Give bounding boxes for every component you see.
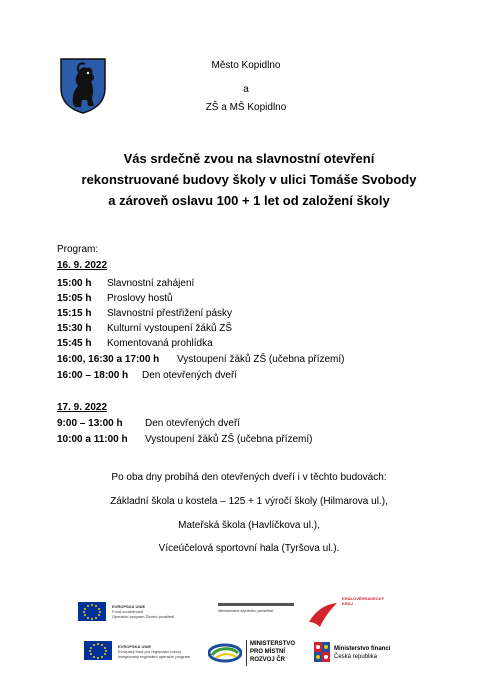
- program-item: [57, 418, 240, 430]
- logo-text: MINISTERSTVO: [250, 641, 296, 647]
- program-time: 9:00 – 13:00 h: [57, 418, 123, 429]
- program-item: [57, 278, 194, 290]
- title-line: a zároveň oslavu 100 + 1 let od založení školy: [108, 193, 390, 208]
- logo-text: KRÁLOVÉHRADECKÝ: [342, 596, 385, 601]
- program-date-day2: 17. 9. 2022: [57, 402, 108, 413]
- city-name: Město Kopidlno: [211, 60, 281, 71]
- program-desc: Slavnostní přestřižení pásky: [107, 308, 233, 319]
- program-desc: Proslovy hostů: [107, 293, 173, 304]
- program-desc: Den otevřených dveří: [145, 418, 241, 429]
- program-item: [57, 308, 232, 320]
- logo-text: Fond soudržnosti: [112, 609, 143, 614]
- school-name: ZŠ a MŠ Kopidlno: [205, 102, 287, 113]
- logo-text: Ministerstvo financí: [334, 646, 391, 652]
- program-date-day1: 16. 9. 2022: [57, 260, 108, 271]
- eu-regional-logo: [84, 641, 112, 665]
- logo-text: EVROPSKÁ UNIE: [118, 644, 152, 649]
- program-item: [57, 354, 345, 366]
- logo-text: EVROPSKÁ UNIE: [112, 604, 146, 609]
- closing-line: Po oba dny probíhá den otevřených dveří i v těchto budovách:: [111, 472, 387, 483]
- logo-text: PRO MÍSTNÍ: [250, 649, 286, 655]
- title-line: Vás srdečně zvou na slavnostní otevření: [123, 151, 375, 166]
- program-item: [57, 370, 237, 382]
- program-item: [57, 323, 232, 335]
- program-label: Program:: [57, 244, 99, 255]
- program-time: 15:05 h: [57, 293, 92, 304]
- logo-text: Integrovaný regionální operační program: [118, 654, 191, 659]
- eu-fund-logo: [78, 602, 106, 626]
- program-time: 10:00 a 11:00 h: [57, 434, 128, 445]
- mmr-logo: [208, 640, 308, 666]
- program-item: [57, 293, 173, 305]
- program-time: 15:00 h: [57, 278, 92, 289]
- program-desc: Vystoupení žáků ZŠ (učebna přízemí): [177, 354, 345, 365]
- program-item: [57, 338, 213, 350]
- closing-line: Mateřská škola (Havlíčkova ul.),: [178, 520, 320, 531]
- kraj-swoosh-icon: [308, 602, 338, 628]
- closing-line: Základní škola u kostela – 125 + 1 výročí školy (Hilmarova ul.),: [110, 496, 388, 507]
- program-time: 16:00, 16:30 a 17:00 h: [57, 354, 160, 365]
- czech-coat-of-arms-icon: [314, 642, 330, 662]
- mmr-emblem-icon: [208, 643, 242, 663]
- logo-text: Evropský fond pro regionální rozvoj: [118, 649, 181, 654]
- program-desc: Den otevřených dveří: [142, 370, 238, 381]
- program-item: [57, 434, 313, 446]
- program-desc: Vystoupení žáků ZŠ (učebna přízemí): [145, 434, 313, 445]
- program-time: 15:30 h: [57, 323, 92, 334]
- coat-of-arms-icon: [60, 58, 106, 114]
- closing-line: Víceúčelová sportovní hala (Tyršova ul.).: [158, 543, 340, 554]
- logo-text: Česká republika: [334, 654, 378, 660]
- program-time: 15:45 h: [57, 338, 92, 349]
- mf-logo: [314, 642, 414, 666]
- eu-flag-icon: [84, 641, 112, 660]
- title-line: rekonstruované budovy školy v ulici Tomáše Svobody: [81, 172, 417, 187]
- program-time: 15:15 h: [57, 308, 92, 319]
- program-time: 16:00 – 18:00 h: [57, 370, 129, 381]
- conjunction: a: [243, 84, 249, 95]
- mzp-logo: [218, 603, 294, 623]
- logo-text: KRAJ: [342, 601, 353, 606]
- program-desc: Slavnostní zahájení: [107, 278, 195, 289]
- kraj-logo: [308, 596, 385, 630]
- invitation-title: [20, 148, 478, 211]
- program-desc: Kulturní vystoupení žáků ZŠ: [107, 323, 233, 334]
- logo-text: ROZVOJ ČR: [250, 657, 286, 663]
- mzp-text: Ministerstvo životního prostředí: [218, 608, 274, 613]
- eu-regional-text: [118, 644, 198, 659]
- eu-fund-text: [112, 604, 182, 619]
- program-desc: Komentovaná prohlídka: [107, 338, 213, 349]
- eu-flag-icon: [78, 602, 106, 621]
- logo-text: Operační program Životní prostředí: [112, 614, 175, 619]
